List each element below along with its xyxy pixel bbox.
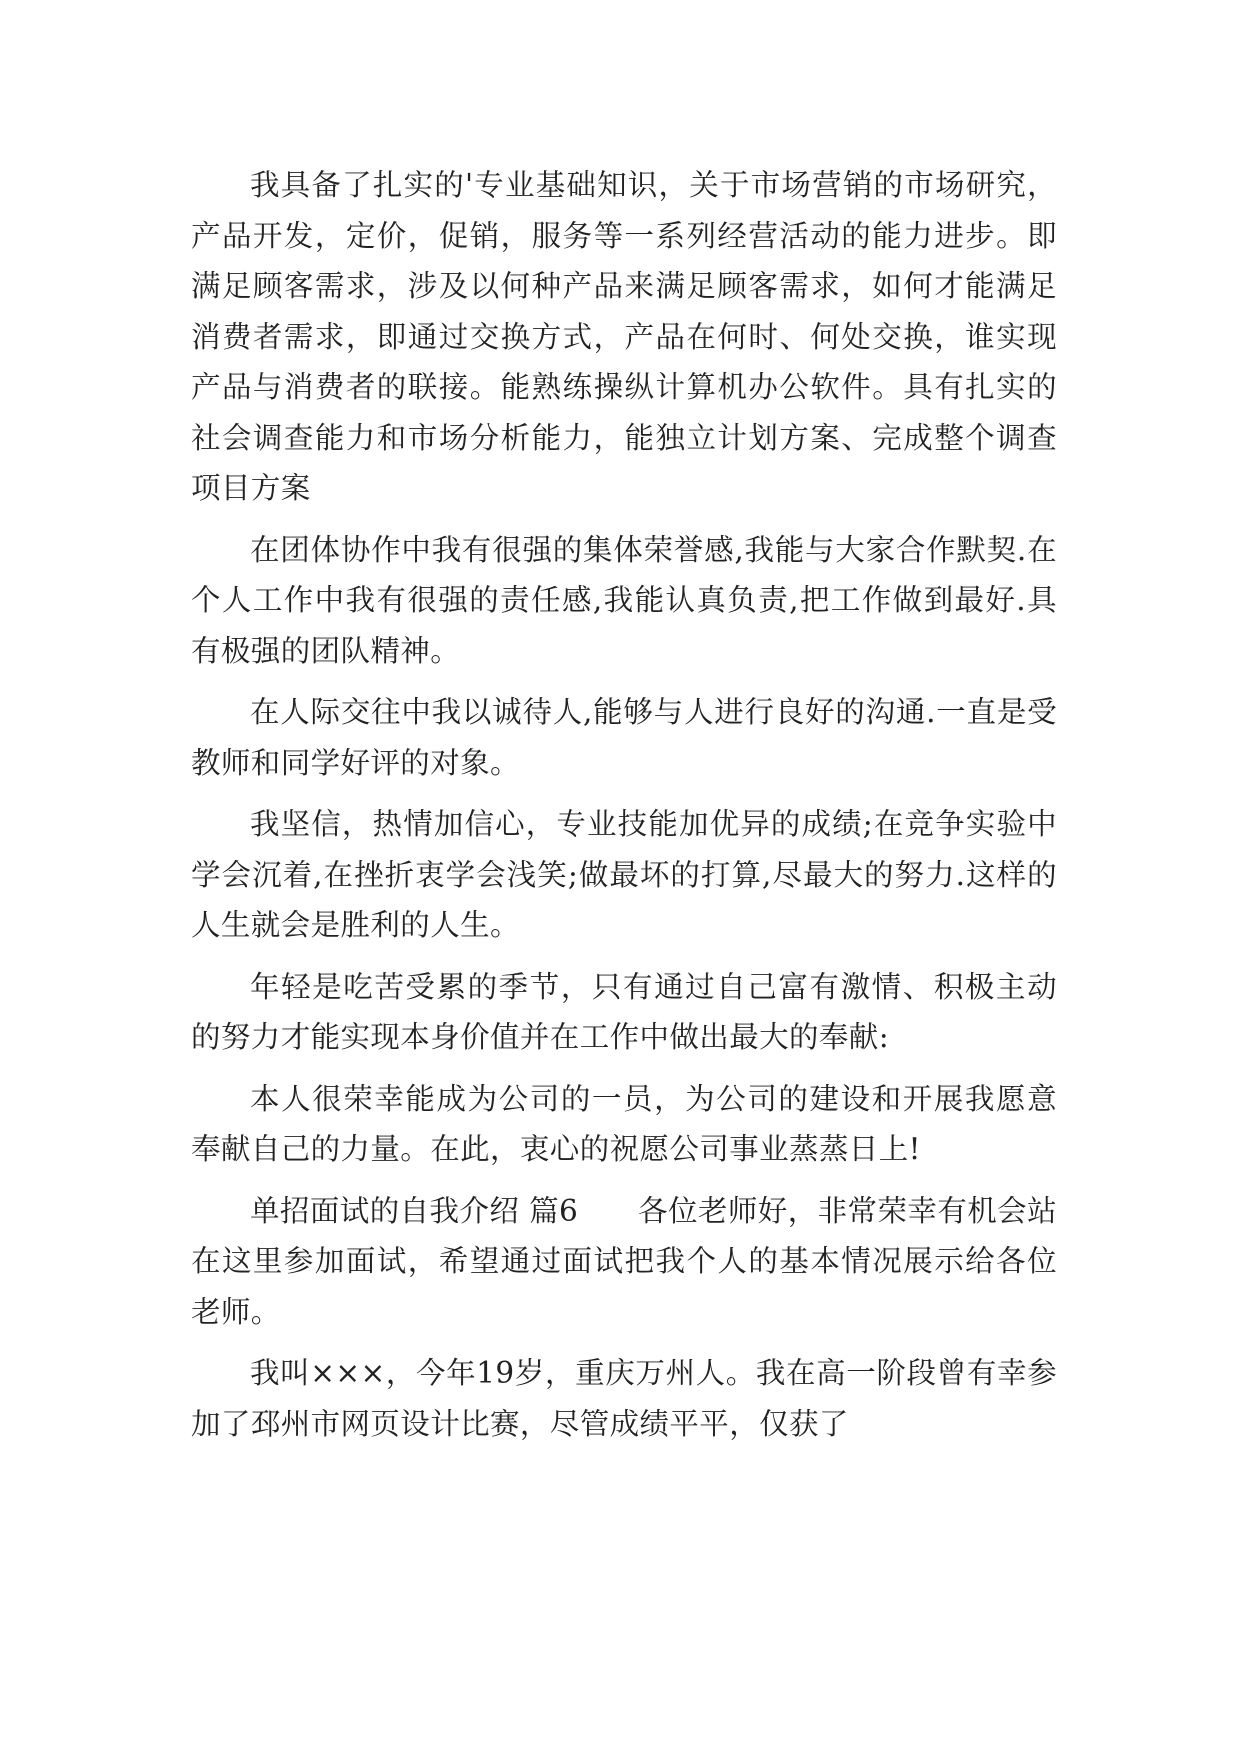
document-page [191,160,1057,1460]
paragraph-youth: 年轻是吃苦受累的季节，只有通过自己富有激情、积极主动的努力才能实现本身价值并在工作中做出最大的奉献: [191,969,1057,1054]
paragraph-skills: 我具备了扎实的'专业基础知识，关于市场营销的市场研究，产品开发，定价，促销，服务等一系列经营活动的能力进步。即满足顾客需求，涉及以何种产品来满足顾客需求，如何才能满足消费者需求，即通过交换方式，产品在何时、何处交换，谁实现产品与消费者的联接。能熟练操纵计算机办公软件。具有扎实的社会调查能力和市场分析能力，能独立计划方案、完成整个调查项目方案 [191,168,1057,505]
paragraph-belief: 我坚信，热情加信心，专业技能加优异的成绩;在竞争实验中学会沉着,在挫折衷学会浅笑;做最坏的打算,尽最大的努力.这样的人生就会是胜利的人生。 [191,807,1057,942]
paragraph-section-6-intro: 单招面试的自我介绍 篇6 各位老师好，非常荣幸有机会站在这里参加面试，希望通过面试把我个人的基本情况展示给各位老师。 [191,1193,1057,1329]
paragraph-self-intro: 我叫×××，今年19岁，重庆万州人。我在高一阶段曾有幸参加了邳州市网页设计比赛，尽管成绩平平，仅获了 [191,1356,1057,1441]
paragraph-closing: 本人很荣幸能成为公司的一员，为公司的建设和开展我愿意奉献自己的力量。在此，衷心的祝愿公司事业蒸蒸日上! [191,1081,1057,1166]
paragraph-teamwork: 在团体协作中我有很强的集体荣誉感,我能与大家合作默契.在个人工作中我有很强的责任感,我能认真负责,把工作做到最好.具有极强的团队精神。 [191,532,1057,668]
paragraph-interpersonal: 在人际交往中我以诚待人,能够与人进行良好的沟通.一直是受教师和同学好评的对象。 [191,695,1057,780]
